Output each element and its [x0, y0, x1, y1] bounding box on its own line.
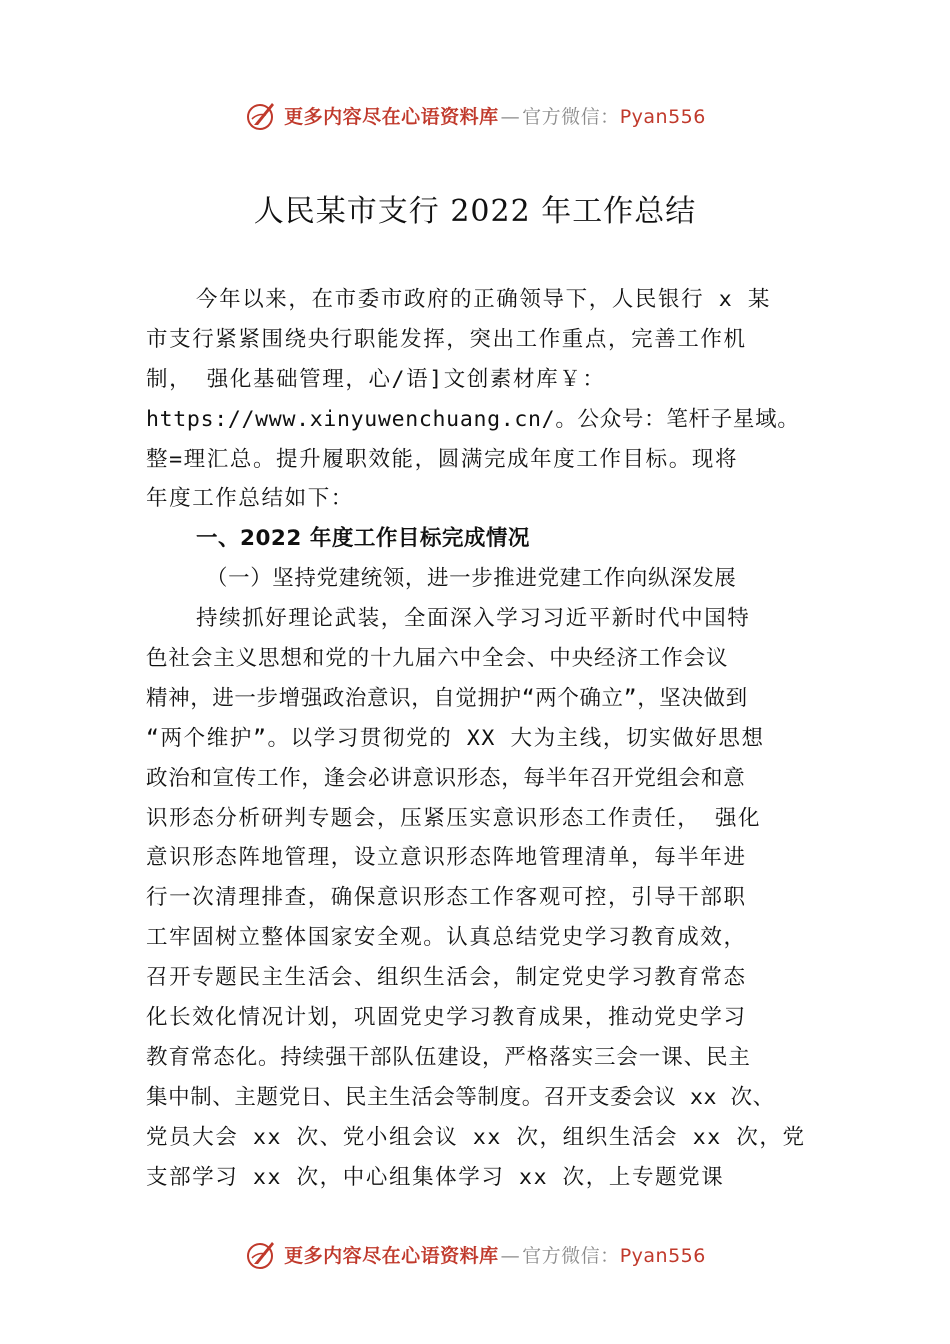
paragraph-line: 识形态分析研判专题会，压紧压实意识形态工作责任， 强化 [146, 805, 762, 831]
subsection-heading: （一）坚持党建统领，进一步推进党建工作向纵深发展 [206, 566, 737, 592]
paragraph-line: 工牢固树立整体国家安全观。认真总结党史学习教育成效， [146, 925, 747, 951]
watermark-header [0, 95, 950, 135]
document-body [146, 280, 836, 1197]
feather-pen-logo-icon [244, 1236, 280, 1272]
paragraph-line: 今年以来，在市委市政府的正确领导下，人民银行 x 某 [196, 287, 771, 312]
paragraph-line: 整=理汇总。提升履职效能，圆满完成年度工作目标。现将 [146, 446, 739, 472]
paragraph-line: 精神，进一步增强政治意识，自觉拥护“两个确立”，坚决做到 [146, 685, 748, 711]
watermark-text: 更多内容尽在心语资料库 — 官方微信：Pyan556 [284, 1244, 706, 1267]
paragraph-line: 化长效化情况计划，巩固党史学习教育成果，推动党史学习 [146, 1005, 747, 1031]
paragraph-line: 党员大会 xx 次、党小组会议 xx 次，组织生活会 xx 次，党 [146, 1124, 806, 1150]
paragraph-line: 制， 强化基础管理，心/语]文创素材库￥： [146, 366, 606, 392]
paragraph-line: 召开专题民主生活会、组织生活会，制定党史学习教育常态 [146, 965, 747, 991]
paragraph-line: “两个维护”。以学习贯彻党的 XX 大为主线，切实做好思想 [146, 725, 765, 751]
paragraph-line: 色社会主义思想和党的十九届六中全会、中央经济工作会议 [146, 646, 729, 672]
paragraph-line: 市支行紧紧围绕央行职能发挥，突出工作重点，完善工作机 [146, 326, 747, 352]
paragraph-line: 意识形态阵地管理，设立意识形态阵地管理清单，每半年进 [146, 845, 747, 871]
paragraph-line: 支部学习 xx 次，中心组集体学习 xx 次，上专题党课 [146, 1164, 725, 1190]
feather-pen-logo-icon [244, 97, 280, 133]
document-title: 人民某市支行 2022 年工作总结 [253, 194, 697, 229]
paragraph-line: 教育常态化。持续强干部队伍建设，严格落实三会一课、民主 [146, 1044, 751, 1070]
paragraph-line: 年度工作总结如下： [146, 486, 354, 512]
paragraph-line: 政治和宣传工作，逢会必讲意识形态，每半年召开党组会和意 [146, 765, 746, 791]
section-heading: 一、2022 年度工作目标完成情况 [196, 526, 530, 552]
watermark-text: 更多内容尽在心语资料库 — 官方微信：Pyan556 [284, 105, 706, 128]
paragraph-line: 集中制、主题党日、民主生活会等制度。召开支委会议 xx 次、 [146, 1084, 775, 1110]
paragraph-line: https://www.xinyuwenchuang.cn/。公众号：笔杆子星域。 [146, 406, 800, 432]
paragraph-line: 行一次清理排查，确保意识形态工作客观可控，引导干部职 [146, 885, 747, 911]
paragraph-line: 持续抓好理论武装，全面深入学习习近平新时代中国特 [196, 606, 751, 632]
watermark-footer [0, 1234, 950, 1274]
